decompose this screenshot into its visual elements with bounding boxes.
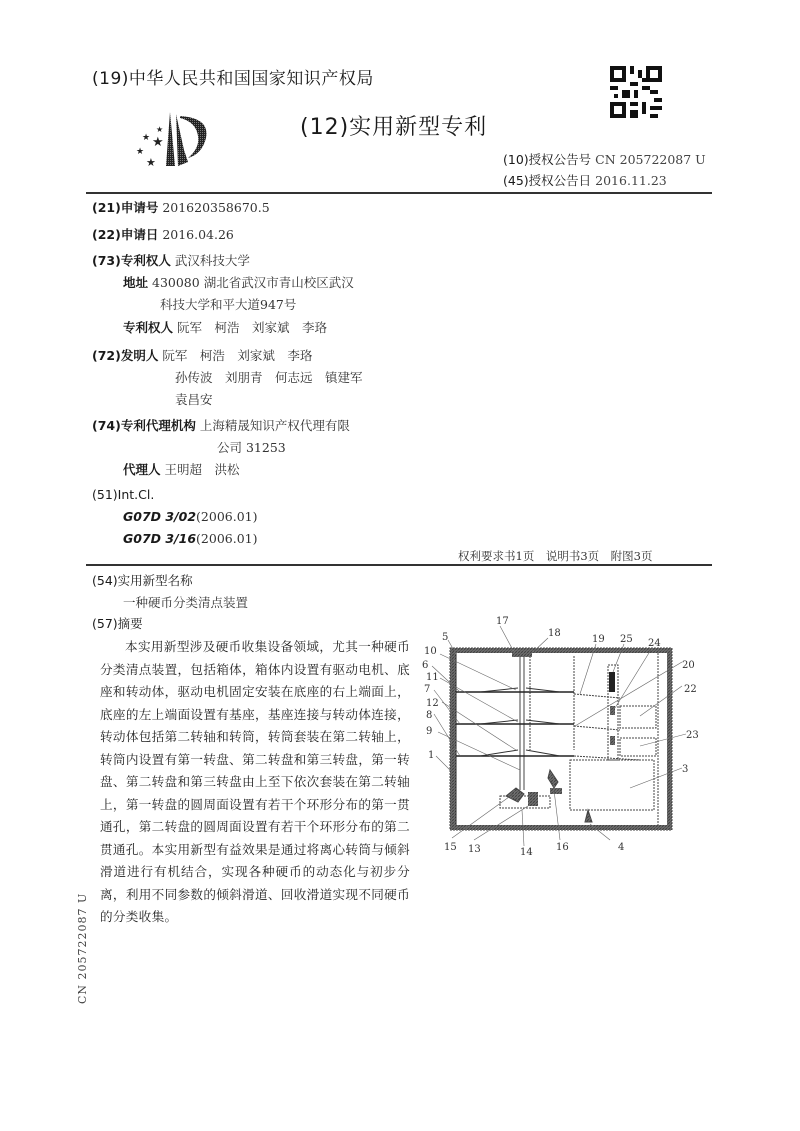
agent-value: 王明超 洪松	[164, 462, 240, 477]
int-cl-code: G07D 3/02	[123, 509, 197, 524]
counter-1	[610, 706, 615, 715]
address-label: 地址	[123, 275, 149, 290]
figure-label: 5	[442, 632, 449, 643]
issuing-office: (19)中华人民共和国国家知识产权局	[92, 69, 374, 89]
inventors-line-2-row	[175, 368, 363, 386]
box-bottom-wall	[450, 825, 672, 830]
inventors-line-2: 孙传波 刘朋青 何志远 镇建军	[175, 370, 363, 385]
utility-model-title-value: 一种硬币分类清点装置	[123, 595, 249, 610]
motor-3	[570, 760, 654, 810]
figure-label: 6	[422, 660, 429, 671]
figure-label: 8	[426, 710, 433, 721]
figure-label: 17	[496, 616, 509, 627]
figure-label: 1	[428, 750, 435, 761]
svg-text:★: ★	[142, 133, 151, 143]
figure-label: 7	[424, 684, 431, 695]
figure-label: 14	[520, 847, 533, 855]
document-type: (12)实用新型专利	[300, 115, 488, 140]
figure-label: 4	[618, 842, 625, 853]
agency-line-2-row	[217, 438, 286, 456]
figure-label: 11	[426, 672, 439, 683]
counter-2	[610, 736, 615, 745]
application-date-value: 2016.04.26	[162, 227, 234, 242]
figure-label: 16	[556, 842, 569, 853]
inventors-line-3-row	[175, 390, 213, 408]
int-cl-version: (2006.01)	[196, 509, 258, 524]
address-line-2: 科技大学和平大道947号	[160, 297, 297, 312]
figure-label: 20	[682, 660, 695, 671]
int-cl-item	[123, 531, 258, 546]
application-number-label: (21)申请号	[92, 200, 159, 215]
agency-label: (74)专利代理机构	[92, 418, 196, 433]
agent-label: 代理人	[123, 462, 161, 477]
patentee	[92, 251, 250, 269]
side-publication-number: CN 205722087 U	[76, 892, 89, 1004]
box-top-wall	[450, 648, 672, 653]
page-counts: 权利要求书1页 说明书3页 附图3页	[458, 549, 653, 563]
patentee-label: (73)专利权人	[92, 253, 171, 268]
agency	[92, 416, 350, 434]
figure-label: 3	[682, 764, 689, 775]
int-cl-version: (2006.01)	[196, 531, 258, 546]
int-cl-label: (51)Int.Cl.	[92, 487, 155, 502]
application-date-label: (22)申请日	[92, 227, 159, 242]
device-figure	[420, 610, 720, 855]
patentee-value: 武汉科技大学	[174, 253, 250, 268]
gear-13	[528, 792, 538, 806]
publication-date-value: 2016.11.23	[595, 173, 667, 188]
figure-label: 13	[468, 844, 481, 855]
address	[123, 273, 354, 291]
figure-label: 18	[548, 628, 561, 639]
svg-text:★: ★	[136, 147, 145, 157]
publication-number-value: CN 205722087 U	[595, 152, 706, 167]
bin-22	[620, 706, 656, 728]
abstract-text: 本实用新型涉及硬币收集设备领域，尤其一种硬币分类清点装置，包括箱体，箱体内设置有驱动电机、底座和转动体，驱动电机固定安装在底座的右上端面上，底座的左上端面设置有基座，基座连接与转动体连接，转动体包括第二转轴和转筒，转筒套装在第二转轴上，转筒内设置有第一转盘、第二转盘和第三转盘，第一转盘、第二转盘和第三转盘由上至下依次套装在第二转轴上，第一转盘的圆周面设置有若干个环形分布的第一贯通孔，第二转盘的圆周面设置有若干个环形分布的第二贯通孔。本实用新型有益效果是通过将离心转筒与倾斜滑道进行有机结合，实现各种硬币的动态化与初步分离，利用不同参数的倾斜滑道、回收滑道实现不同硬币的分类收集。	[100, 639, 410, 924]
figure-label: 10	[424, 646, 437, 657]
publication-date	[503, 171, 667, 189]
qr-code-icon	[610, 66, 662, 118]
co-patentee-label: 专利权人	[123, 320, 174, 335]
co-patentee	[123, 318, 327, 336]
chute-2	[574, 726, 620, 730]
int-cl-code: G07D 3/16	[123, 531, 197, 546]
publication-number-label: (10)授权公告号	[503, 152, 592, 167]
figure-label: 12	[426, 698, 439, 709]
gear-16	[548, 770, 558, 788]
gear-15	[506, 788, 524, 802]
agency-line-2: 公司 31253	[217, 440, 286, 455]
abstract-label: (57)摘要	[92, 616, 143, 631]
gear-mount	[550, 788, 562, 794]
svg-text:★: ★	[156, 125, 164, 134]
svg-text:★: ★	[152, 135, 164, 150]
agency-line-1: 上海精晟知识产权代理有限	[199, 418, 350, 433]
publication-number	[503, 150, 706, 168]
header-divider	[86, 192, 712, 194]
figure-label: 19	[592, 634, 605, 645]
box-body	[450, 648, 672, 830]
sensor-25	[609, 672, 615, 692]
address-line-1: 430080 湖北省武汉市青山校区武汉	[152, 275, 354, 290]
publication-date-label: (45)授权公告日	[503, 173, 592, 188]
section-divider	[86, 564, 712, 566]
address-line-2-row	[160, 295, 296, 313]
application-number-value: 201620358670.5	[162, 200, 270, 215]
utility-model-title	[123, 593, 248, 611]
int-cl-item	[123, 509, 258, 524]
utility-model-title-label: (54)实用新型名称	[92, 573, 193, 588]
figure-label: 23	[686, 730, 699, 741]
foot-4	[585, 810, 592, 822]
chute-1	[574, 694, 620, 698]
co-patentee-value: 阮军 柯浩 刘家斌 李珞	[177, 320, 328, 335]
application-number	[92, 198, 270, 216]
chute-3	[574, 756, 640, 760]
figure-label: 9	[426, 726, 433, 737]
inventors	[92, 346, 312, 364]
figure-label: 24	[648, 638, 661, 649]
figure-label: 22	[684, 684, 697, 695]
cap-17	[512, 651, 532, 657]
figure-label: 25	[620, 634, 633, 645]
application-date	[92, 225, 234, 243]
inventors-line-1: 阮军 柯浩 刘家斌 李珞	[162, 348, 313, 363]
svg-text:★: ★	[146, 156, 156, 169]
cnipa-logo-icon	[128, 104, 216, 172]
figure-label: 15	[444, 842, 457, 853]
inventors-label: (72)发明人	[92, 348, 159, 363]
bin-23	[620, 738, 656, 756]
inventors-line-3: 袁昌安	[175, 392, 213, 407]
agent	[123, 460, 240, 478]
